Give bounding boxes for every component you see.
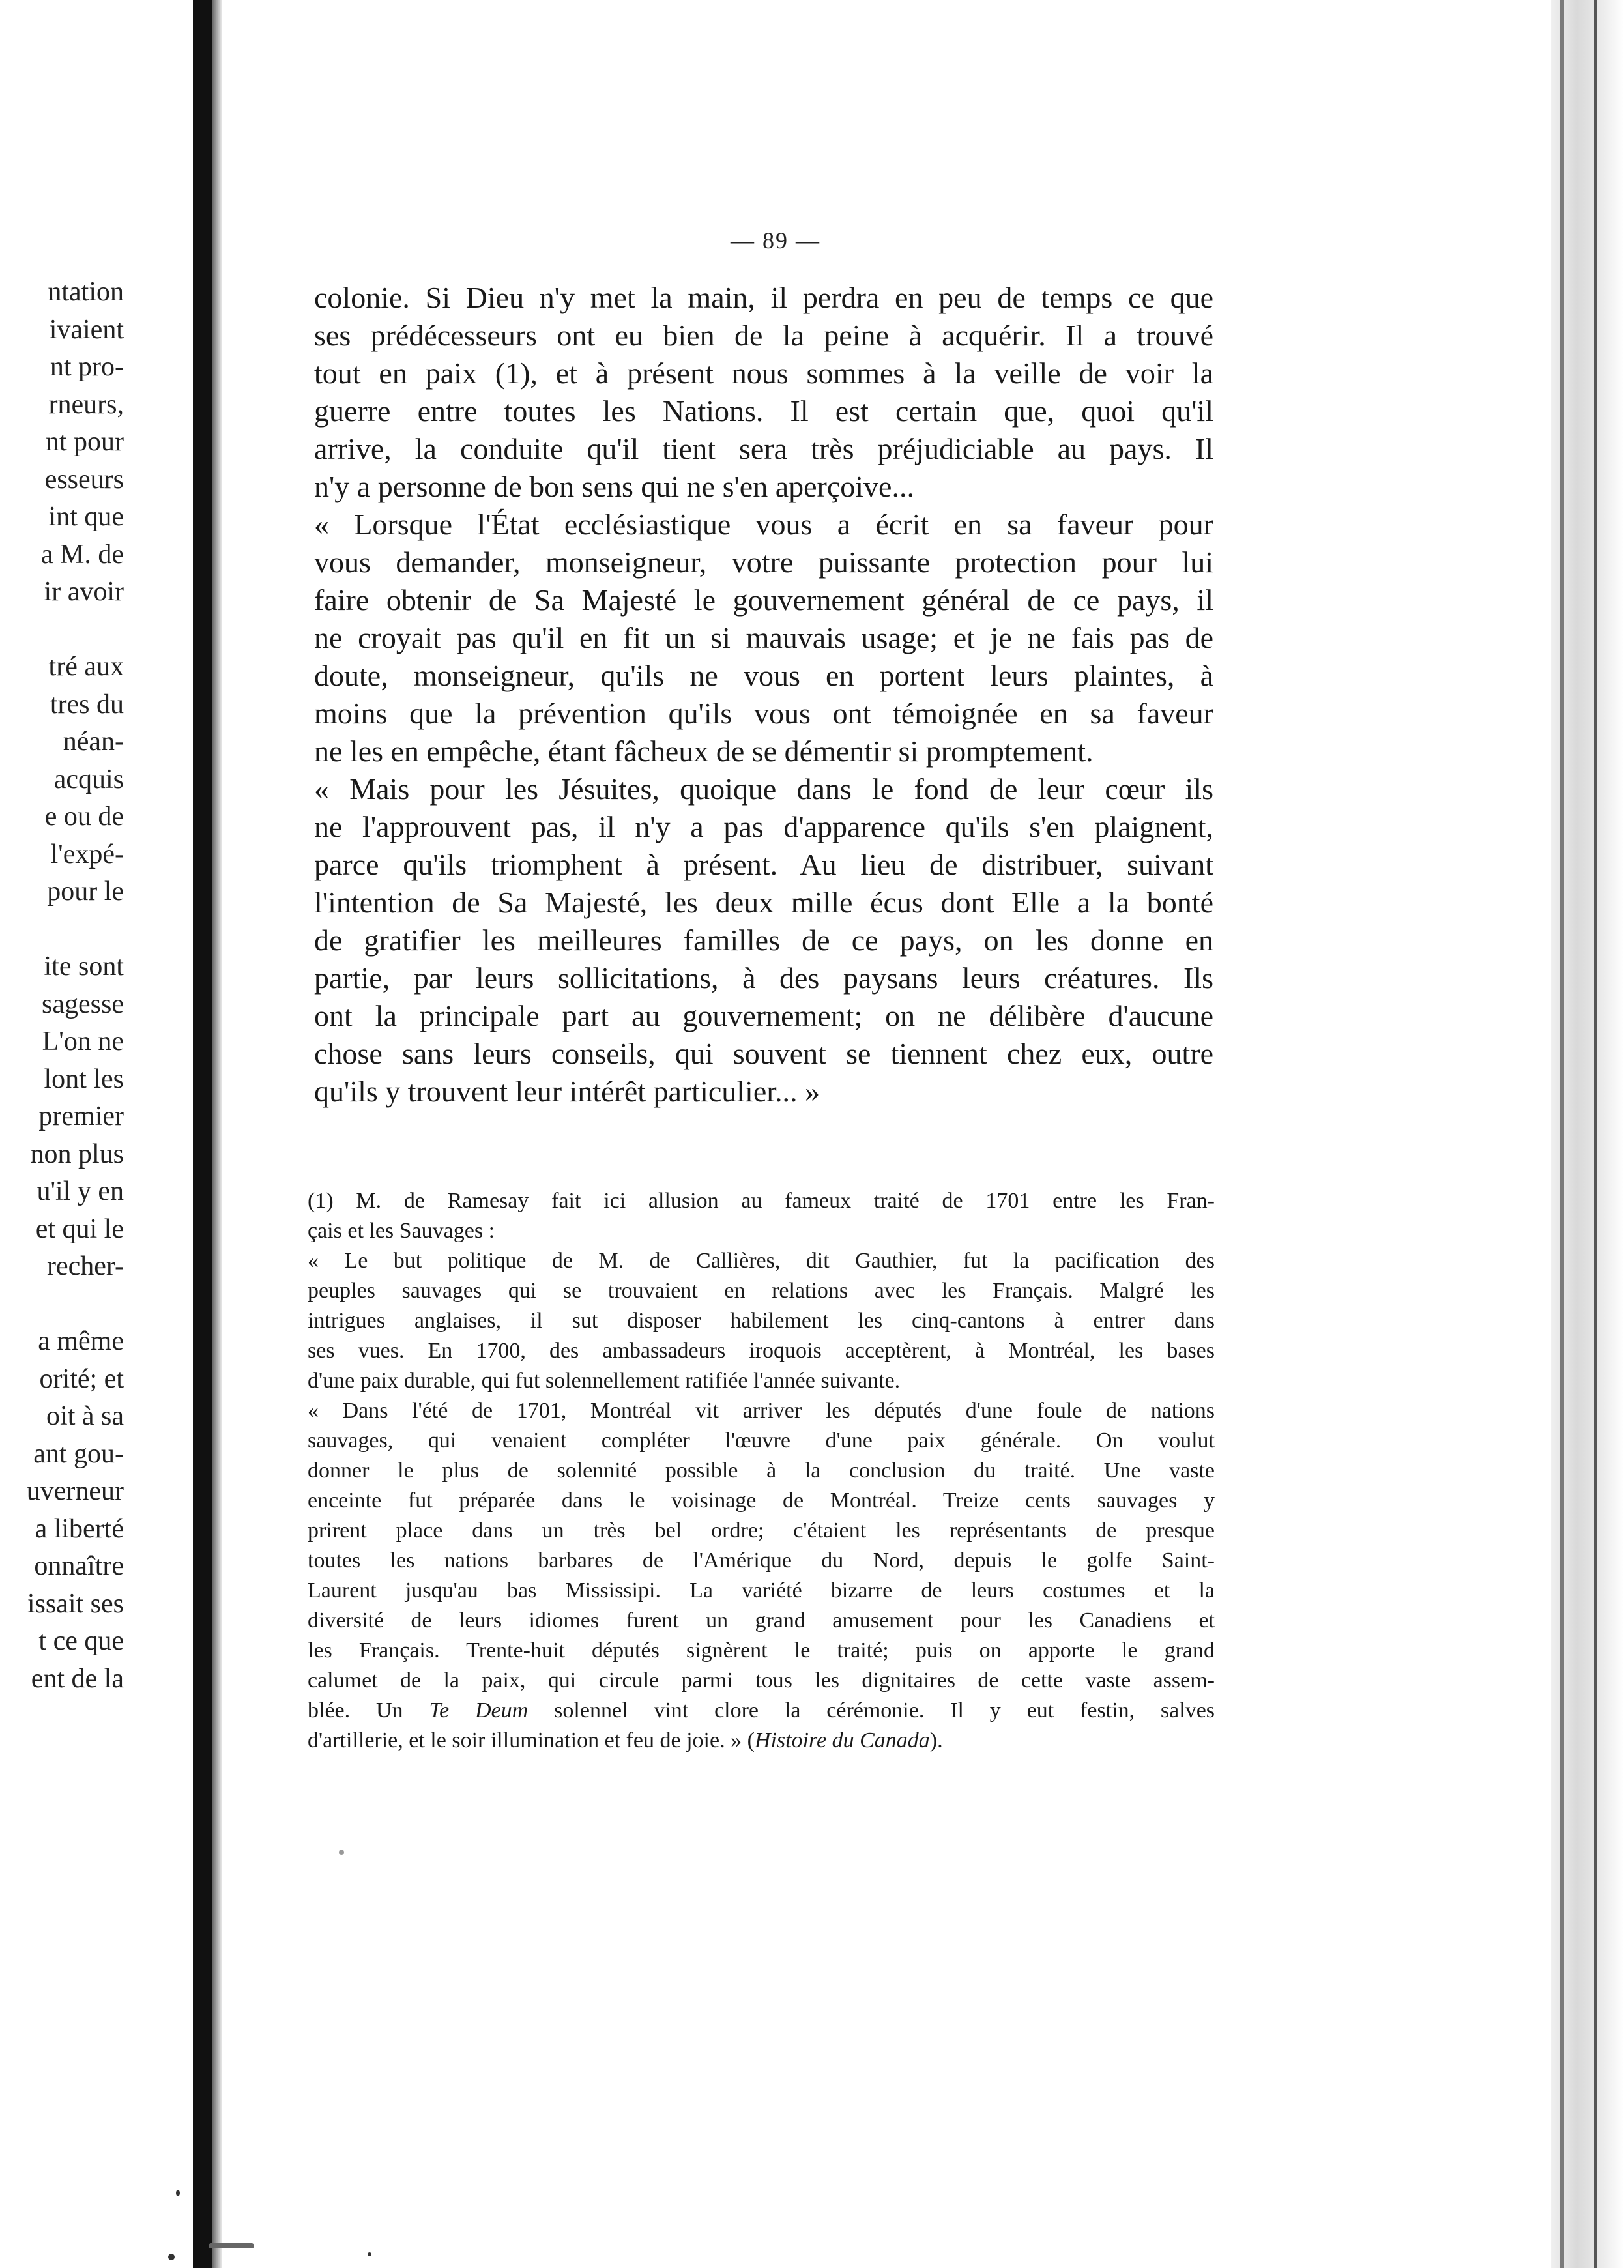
footnote-line: donner le plus de solennité possible à la conclusion du traité. Une vaste [308, 1459, 1215, 1483]
footnote-line: peuples sauvages qui se trouvaient en relations avec les Français. Malgré les [308, 1279, 1215, 1303]
footnote-line: enceinte fut préparée dans le voisinage de Montréal. Treize cents sauvages y [308, 1489, 1215, 1513]
page-edge-line [1560, 0, 1564, 2268]
left-page-fragment-line: non plus [30, 1139, 124, 1169]
left-page-fragment-line: premier [38, 1101, 124, 1131]
left-page-fragment-line: lont les [44, 1064, 124, 1094]
left-page-fragment-line: orité; et [39, 1363, 124, 1394]
footnote-line: intrigues anglaises, il sut disposer habilement les cinq-cantons à entrer dans [308, 1309, 1215, 1333]
body-text [314, 279, 1213, 1111]
left-page-fragment-line: issait ses [27, 1588, 124, 1619]
scan-speck [176, 2190, 180, 2196]
left-page-fragment-line: acquis [53, 764, 124, 794]
footnote-line: toutes les nations barbares de l'Amérique du Nord, depuis le golfe Saint- [308, 1548, 1215, 1573]
body-line: « Lorsque l'État ecclésiastique vous a écrit en sa faveur pour [314, 508, 1213, 541]
left-page-fragment-line: ite sont [44, 952, 124, 981]
footnote-line: prirent place dans un très bel ordre; c'étaient les représentants de presque [308, 1519, 1215, 1543]
body-line: ne les en empêche, étant fâcheux de se démentir si promptement. [314, 734, 1094, 768]
footnote-text: blée. Un [308, 1698, 429, 1723]
left-page-fragment-line: u'il y en [36, 1176, 124, 1206]
scan-speck [209, 2243, 254, 2248]
scan-speck [368, 2252, 371, 2256]
left-page-fragment-line: sagesse [42, 989, 124, 1019]
body-line: chose sans leurs conseils, qui souvent se tiennent chez eux, outre [314, 1037, 1213, 1070]
body-line: guerre entre toutes les Nations. Il est certain que, quoi qu'il [314, 394, 1213, 428]
body-line: partie, par leurs sollicitations, à des paysans leurs créatures. Ils [314, 961, 1213, 995]
left-page-fragment-line: et qui le [35, 1214, 124, 1244]
left-page-fragment-line: tres du [50, 689, 124, 720]
left-page-fragment-line: tré aux [48, 652, 124, 682]
footnote-line: (1) M. de Ramesay fait ici allusion au fameux traité de 1701 entre les Fran- [308, 1189, 1215, 1213]
body-line: l'intention de Sa Majesté, les deux mille écus dont Elle a la bonté [314, 886, 1213, 919]
footnote-line [308, 1696, 1215, 1726]
body-line: tout en paix (1), et à présent nous sommes à la veille de voir la [314, 356, 1213, 390]
left-page-fragment-line: néan- [63, 727, 124, 757]
footnote-line: les Français. Trente-huit députés signèrent le traité; puis on apporte le grand [308, 1638, 1215, 1663]
body-line: qu'ils y trouvent leur intérêt particulier... » [314, 1075, 820, 1108]
left-page-fragment-line: a même [38, 1326, 124, 1356]
left-page-fragment-line: L'on ne [42, 1026, 124, 1056]
left-page-fragment-line: onnaître [34, 1551, 124, 1581]
left-page-fragment-line: ant gou- [33, 1438, 124, 1469]
footnote-line: « Le but politique de M. de Callières, dit Gauthier, fut la pacification des [308, 1249, 1215, 1273]
left-page-fragment-line: ent de la [31, 1663, 124, 1694]
left-page-fragment-line: ivaient [49, 314, 124, 345]
gutter-shadow [212, 0, 222, 2268]
page-number: — 89 — [731, 227, 820, 254]
left-page-fragment-line: rneurs, [48, 389, 124, 420]
left-page-fragment-line: int que [48, 502, 124, 532]
left-page-fragment-line: uverneur [26, 1476, 124, 1506]
body-line: faire obtenir de Sa Majesté le gouvernement général de ce pays, il [314, 583, 1213, 617]
footnote-line: calumet de la paix, qui circule parmi tous les dignitaires de cette vaste assem- [308, 1668, 1215, 1693]
left-page-fragment-line: oit à sa [46, 1401, 124, 1431]
left-page-fragment-line: ir avoir [44, 577, 124, 607]
scan-speck [168, 2254, 175, 2260]
body-line: ont la principale part au gouvernement; on ne délibère d'aucune [314, 999, 1213, 1032]
footnote-line [308, 1726, 1215, 1756]
left-page-fragment-line: e ou de [44, 802, 124, 832]
left-page-fragment-line: nt pro- [50, 352, 124, 382]
body-line: doute, monseigneur, qu'ils ne vous en portent leurs plaintes, à [314, 659, 1213, 692]
left-page-fragment-line: l'expé- [50, 839, 124, 869]
footnote-italic-source: Histoire du Canada [754, 1728, 930, 1752]
footnote-line: çais et les Sauvages : [308, 1219, 495, 1243]
left-page-fragment-line: nt pour [45, 427, 124, 457]
footnote-line: Laurent jusqu'au bas Mississipi. La variété bizarre de leurs costumes et la [308, 1578, 1215, 1603]
body-line: de gratifier les meilleures familles de ce pays, on les donne en [314, 923, 1213, 957]
footnote-line: d'une paix durable, qui fut solennellement ratifiée l'année suivante. [308, 1369, 901, 1393]
body-line: ne l'approuvent pas, il n'y a pas d'apparence qu'ils s'en plaignent, [314, 810, 1213, 843]
book-spine-gutter [193, 0, 212, 2268]
footnote-text: solennel vint clore la cérémonie. Il y eut festin, salves [528, 1698, 1215, 1723]
body-line: n'y a personne de bon sens qui ne s'en aperçoive... [314, 470, 914, 503]
scan-speck [339, 1850, 344, 1855]
left-page-fragment-line: recher- [46, 1251, 124, 1281]
footnote-line: sauvages, qui venaient compléter l'œuvre d'une paix générale. On voulut [308, 1429, 1215, 1453]
body-line: « Mais pour les Jésuites, quoique dans le fond de leur cœur ils [314, 772, 1213, 806]
footnote-line: ses vues. En 1700, des ambassadeurs iroquois acceptèrent, à Montréal, les bases [308, 1339, 1215, 1363]
body-line: ne croyait pas qu'il en fit un si mauvais usage; et je ne fais pas de [314, 621, 1213, 654]
page-edge-line-outer [1594, 0, 1597, 2268]
body-line: vous demander, monseigneur, votre puissante protection pour lui [314, 545, 1213, 579]
left-page-fragment-line: t ce que [38, 1626, 124, 1656]
footnote-line: « Dans l'été de 1701, Montréal vit arriver les députés d'une foule de nations [308, 1399, 1215, 1423]
footnote-italic-te-deum: Te Deum [429, 1698, 529, 1723]
footnote-text: ). [929, 1728, 943, 1752]
footnote [308, 1186, 1215, 1756]
left-page-fragment-line: a liberté [35, 1513, 124, 1544]
body-line: moins que la prévention qu'ils vous ont témoignée en sa faveur [314, 697, 1213, 730]
footnote-line: diversité de leurs idiomes furent un grand amusement pour les Canadiens et [308, 1608, 1215, 1633]
body-line: colonie. Si Dieu n'y met la main, il perdra en peu de temps ce que [314, 281, 1213, 314]
footnote-text: d'artillerie, et le soir illumination et feu de joie. » ( [308, 1728, 755, 1752]
left-page-fragment-line: esseurs [44, 464, 124, 495]
left-page-fragment-line: a M. de [40, 539, 124, 570]
left-page-fragment-line: ntation [48, 277, 124, 307]
body-line: arrive, la conduite qu'il tient sera très préjudiciable au pays. Il [314, 432, 1213, 465]
body-line: ses prédécesseurs ont eu bien de la peine à acquérir. Il a trouvé [314, 319, 1213, 352]
left-page-fragment-line: pour le [47, 877, 124, 907]
body-line: parce qu'ils triomphent à présent. Au lieu de distribuer, suivant [314, 848, 1213, 881]
left-page-fragments [0, 274, 124, 1838]
